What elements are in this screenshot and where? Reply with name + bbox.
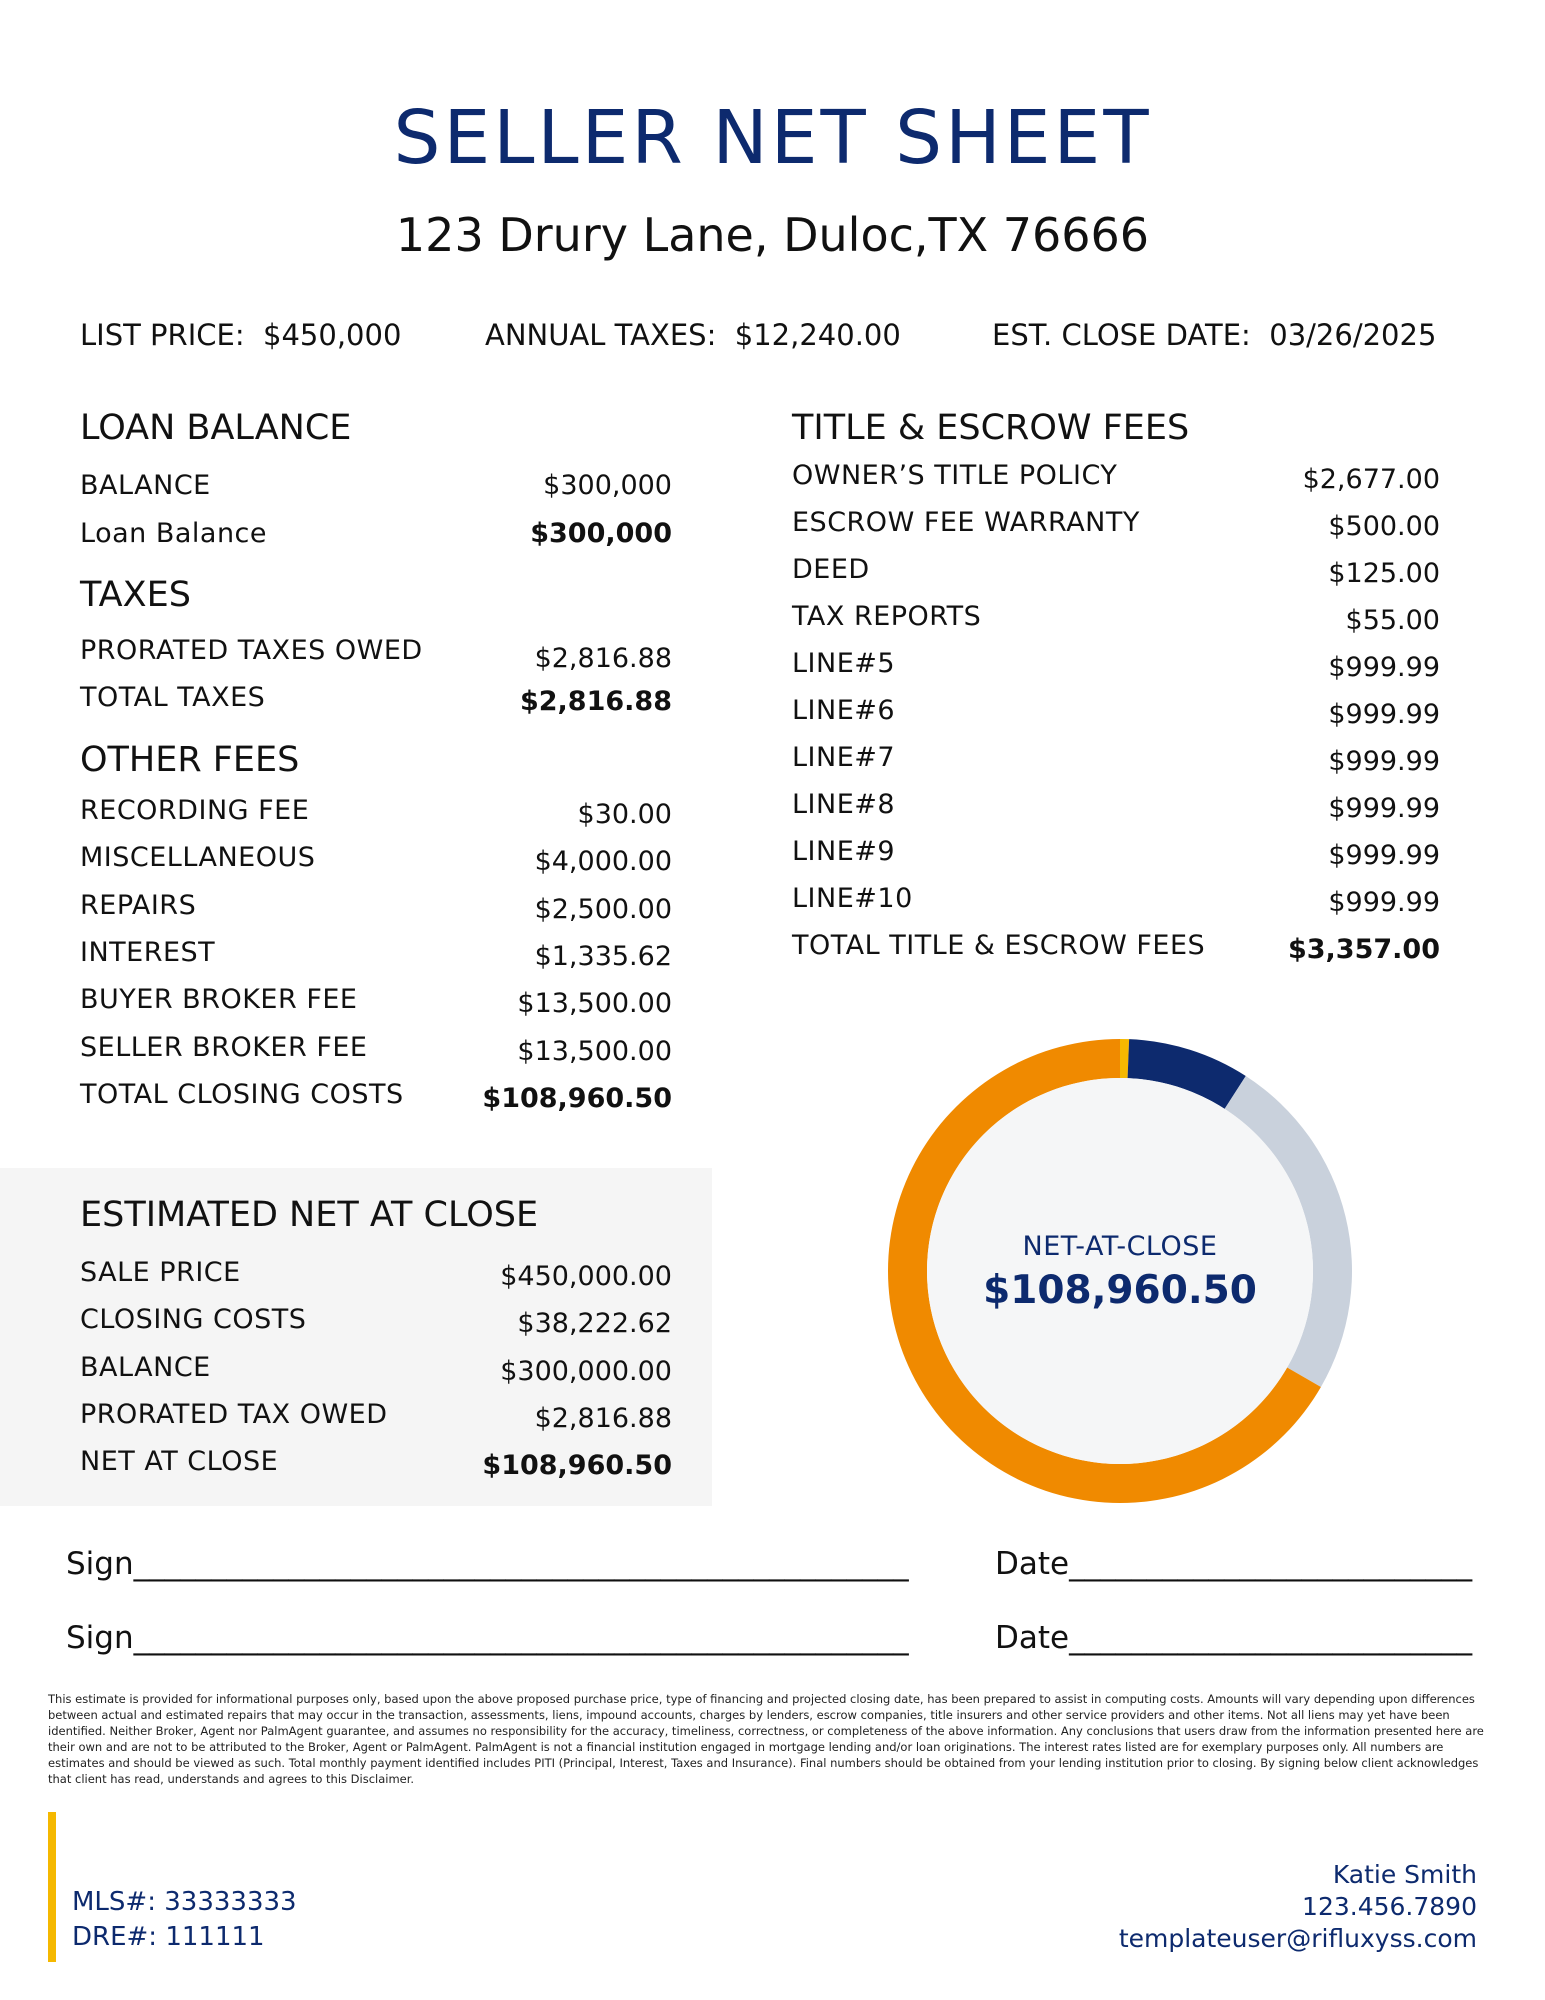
row-label: TOTAL TITLE & ESCROW FEES <box>792 930 1206 961</box>
table-row <box>80 1304 672 1339</box>
row-label: PRORATED TAX OWED <box>80 1398 388 1430</box>
row-label: DEED <box>792 554 870 585</box>
signature-line-1[interactable] <box>66 1546 909 1582</box>
row-value: $300,000.00 <box>500 1355 672 1387</box>
row-value: $450,000.00 <box>500 1261 672 1292</box>
row-label: LINE#8 <box>792 789 896 820</box>
row-value: $999.99 <box>1328 793 1440 824</box>
taxes-title: TAXES <box>80 575 191 615</box>
row-label: CLOSING COSTS <box>80 1304 307 1336</box>
agent-phone[interactable]: 123.456.7890 <box>1302 1892 1477 1921</box>
table-row <box>792 836 1440 871</box>
row-label: BUYER BROKER FEE <box>80 984 358 1016</box>
table-row <box>80 1352 672 1387</box>
taxes-total-row <box>80 682 672 717</box>
taxes-row <box>80 635 672 674</box>
row-label: LINE#9 <box>792 836 896 867</box>
sign-label: Sign <box>66 1546 134 1582</box>
row-value: $13,500.00 <box>517 988 672 1020</box>
date-underscore: __________________________ <box>1069 1620 1473 1656</box>
list-price <box>80 318 401 352</box>
row-label: SELLER BROKER FEE <box>80 1031 368 1063</box>
table-row <box>80 795 672 830</box>
date-line-1[interactable] <box>995 1546 1472 1582</box>
sign-underscore: __________________________________________________ <box>133 1546 909 1582</box>
est-close-date <box>992 318 1436 352</box>
row-label: LINE#7 <box>792 742 896 773</box>
date-label: Date <box>995 1620 1070 1656</box>
row-value: $999.99 <box>1328 840 1440 871</box>
table-row <box>792 695 1440 730</box>
est-close-date-label: EST. CLOSE DATE: <box>992 318 1251 352</box>
table-row <box>80 890 672 925</box>
row-value: $2,500.00 <box>534 893 672 925</box>
title-escrow-title: TITLE & ESCROW FEES <box>792 408 1190 448</box>
annual-taxes-value: $12,240.00 <box>734 318 901 352</box>
accent-bar <box>48 1812 56 1962</box>
donut-slice-0 <box>1120 1039 1129 1078</box>
date-label: Date <box>995 1546 1070 1582</box>
agent-name: Katie Smith <box>1332 1860 1477 1889</box>
loan-balance-title: LOAN BALANCE <box>80 408 352 448</box>
row-label: BALANCE <box>80 470 211 501</box>
row-value: $2,677.00 <box>1302 464 1440 495</box>
row-value: $999.99 <box>1328 699 1440 730</box>
table-row <box>792 883 1440 918</box>
table-row <box>80 1446 672 1481</box>
sign-underscore: __________________________________________________ <box>133 1620 909 1656</box>
row-label: OWNER’S TITLE POLICY <box>792 460 1118 491</box>
row-value: $300,000 <box>543 470 672 501</box>
agent-email[interactable]: templateuser@rifluxyss.com <box>1118 1924 1477 1953</box>
row-label: BALANCE <box>80 1351 211 1383</box>
row-label: TAX REPORTS <box>792 601 982 632</box>
row-value: $999.99 <box>1328 652 1440 683</box>
table-row <box>792 460 1440 495</box>
row-value: $55.00 <box>1345 605 1440 636</box>
row-value: $300,000 <box>530 518 672 549</box>
row-value: $38,222.62 <box>517 1308 672 1340</box>
list-price-value: $450,000 <box>263 318 402 352</box>
row-label: SALE PRICE <box>80 1257 241 1288</box>
row-label: TOTAL CLOSING COSTS <box>80 1078 404 1110</box>
row-label: NET AT CLOSE <box>80 1446 279 1478</box>
date-line-2[interactable] <box>995 1620 1472 1656</box>
row-label: REPAIRS <box>80 889 197 921</box>
row-label: RECORDING FEE <box>80 795 310 826</box>
row-value: $4,000.00 <box>534 846 672 878</box>
row-label: Loan Balance <box>80 518 268 549</box>
table-row <box>80 1257 672 1292</box>
other-fees-title: OTHER FEES <box>80 740 300 780</box>
mls-number: MLS#: 33333333 <box>72 1887 297 1917</box>
annual-taxes-label: ANNUAL TAXES: <box>485 318 717 352</box>
dre-number: DRE#: 111111 <box>72 1922 265 1952</box>
row-value: $2,816.88 <box>519 686 672 717</box>
row-value: $999.99 <box>1328 746 1440 777</box>
loan-balance-row <box>80 470 672 501</box>
table-row <box>80 1079 672 1114</box>
row-value: $999.99 <box>1328 887 1440 918</box>
row-label: MISCELLANEOUS <box>80 842 316 874</box>
row-label: TOTAL TAXES <box>80 682 266 713</box>
row-value: $500.00 <box>1328 511 1440 542</box>
chart-center-value: $108,960.50 <box>983 1268 1257 1313</box>
table-row <box>792 507 1440 542</box>
table-row <box>792 648 1440 683</box>
table-row <box>80 984 672 1019</box>
annual-taxes <box>485 318 901 352</box>
loan-balance-total-row <box>80 518 672 549</box>
row-label: INTEREST <box>80 936 216 968</box>
table-row <box>80 937 672 972</box>
row-value: $108,960.50 <box>482 1450 672 1482</box>
disclaimer-text: This estimate is provided for informational purposes only, based upon the above proposed purchase price, type of financing and projected closing date, has been prepared to assist in computing costs. Amounts will vary depending upon differences between actual and estimated repairs that may occur in the transaction, assessments, liens, impound accounts, charges by lenders, escrow companies, title insurers and other service providers and other items. Not all liens may yet have been identified. Neither Broker, Agent nor PalmAgent guarantee, and assumes no responsibility for the accuracy, timeliness, correctness, or completeness of the above information. Any conclusions that users draw from the information presented here are their own and are not to be attributed to the Broker, Agent or PalmAgent. PalmAgent is not a financial institution engaged in mortgage lending and/or loan originations. The interest rates listed are for exemplary purposes only. All numbers are estimates and should be viewed as such. Total monthly payment identified includes PITI (Principal, Interest, Taxes and Insurance). Final numbers should be obtained from your lending institution prior to closing. By signing below client acknowledges that client has read, understands and agrees to this Disclaimer. <box>48 1692 1484 1786</box>
row-label: LINE#10 <box>792 883 913 914</box>
date-underscore: __________________________ <box>1069 1546 1473 1582</box>
row-label: LINE#5 <box>792 648 896 679</box>
table-row <box>80 842 672 877</box>
page-title: SELLER NET SHEET <box>393 95 1152 181</box>
chart-center-label: NET-AT-CLOSE <box>1022 1231 1218 1262</box>
row-value: $13,500.00 <box>517 1035 672 1067</box>
row-label: ESCROW FEE WARRANTY <box>792 507 1140 538</box>
property-address: 123 Drury Lane, Duloc,TX 76666 <box>395 208 1150 262</box>
row-value: $108,960.50 <box>482 1082 672 1114</box>
table-row <box>792 554 1440 589</box>
row-value: $2,816.88 <box>534 643 672 674</box>
row-value: $1,335.62 <box>534 940 672 972</box>
table-row <box>792 601 1440 636</box>
list-price-label: LIST PRICE: <box>80 318 245 352</box>
table-row <box>792 742 1440 777</box>
row-value: $2,816.88 <box>534 1402 672 1434</box>
table-row <box>80 1399 672 1434</box>
row-value: $125.00 <box>1328 558 1440 589</box>
table-row <box>80 1032 672 1067</box>
net-at-close-title: ESTIMATED NET AT CLOSE <box>80 1195 539 1235</box>
row-value: $30.00 <box>577 799 672 830</box>
est-close-date-value: 03/26/2025 <box>1269 318 1437 352</box>
row-value: $3,357.00 <box>1287 934 1440 965</box>
table-row <box>792 789 1440 824</box>
row-label: PRORATED TAXES OWED <box>80 635 423 666</box>
signature-line-2[interactable] <box>66 1620 909 1656</box>
row-label: LINE#6 <box>792 695 896 726</box>
sign-label: Sign <box>66 1620 134 1656</box>
table-row <box>792 930 1440 965</box>
